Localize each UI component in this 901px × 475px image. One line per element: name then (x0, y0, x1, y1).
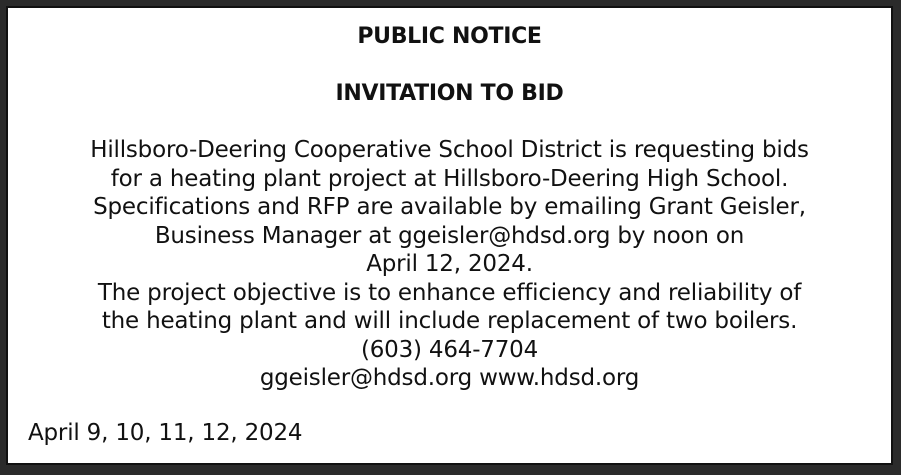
notice-body (8, 136, 891, 393)
body-line: Business Manager at ggeisler@hdsd.org by noon on (154, 222, 745, 249)
body-line: the heating plant and will include replacement of two boilers. (101, 308, 798, 334)
body-line: The project objective is to enhance efficiency and reliability of (97, 279, 802, 306)
body-line: Hillsboro-Deering Cooperative School District is requesting bids (90, 137, 809, 163)
run-dates: April 9, 10, 11, 12, 2024 (28, 420, 303, 446)
public-notice-box (6, 6, 893, 465)
notice-subtitle: INVITATION TO BID (335, 81, 564, 106)
body-line: April 12, 2024. (366, 251, 533, 277)
notice-title: PUBLIC NOTICE (357, 24, 542, 49)
body-line: for a heating plant project at Hillsboro-Deering High School. (110, 165, 789, 192)
body-line: Specifications and RFP are available by emailing Grant Geisler, (93, 194, 806, 220)
contact-phone: (603) 464-7704 (360, 336, 539, 363)
contact-email-website: ggeisler@hdsd.org www.hdsd.org (259, 365, 640, 391)
